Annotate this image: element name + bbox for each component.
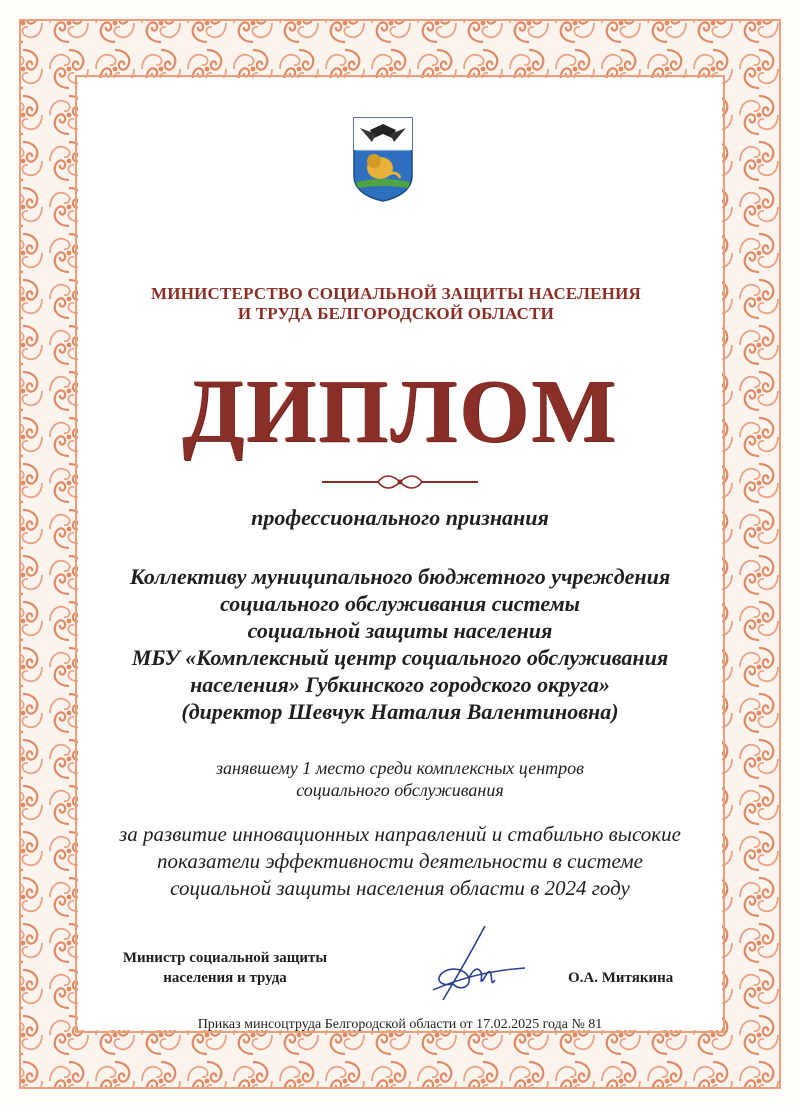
coat-of-arms-icon: [352, 116, 414, 202]
diploma-subtitle: профессионального признания: [251, 505, 549, 530]
achievement-line3: социальной защиты населения области в 2024 году: [170, 876, 630, 900]
handwritten-signature: [425, 920, 535, 1010]
ministry-name-line1: МИНИСТЕРСТВО СОЦИАЛЬНОЙ ЗАЩИТЫ НАСЕЛЕНИЯ: [151, 284, 641, 303]
order-note: Приказ минсоцтруда Белгородской области от 17.02.2025 года № 81: [197, 1017, 603, 1032]
achievement-line2: показатели эффективности деятельности в системе: [157, 849, 643, 873]
signatory-position-line1: Министр социальной защиты: [122, 950, 328, 966]
recipient-line6: (директор Шевчук Наталия Валентиновна): [181, 699, 619, 724]
signatory-name: О.А. Митякина: [568, 970, 674, 986]
recipient-line2: социального обслуживания системы: [220, 591, 580, 616]
document-title: ДИПЛОМ: [182, 362, 618, 461]
reason-line1: занявшему 1 место среди комплексных центров: [216, 758, 584, 778]
recipient-line4: МБУ «Комплексный центр социального обслуживания: [131, 645, 669, 670]
ministry-name-line2: И ТРУДА БЕЛГОРОДСКОЙ ОБЛАСТИ: [237, 304, 555, 323]
recipient-line5: населения» Губкинского городского округа»: [190, 672, 610, 697]
achievement-line1: за развитие инновационных направлений и стабильно высокие: [119, 822, 681, 846]
signatory-position-line2: населения и труда: [163, 970, 287, 986]
recipient-line3: социальной защиты населения: [247, 618, 553, 643]
reason-line2: социального обслуживания: [296, 780, 504, 800]
ornamental-divider: [322, 471, 478, 493]
recipient-line1: Коллективу муниципального бюджетного учреждения: [129, 564, 671, 589]
